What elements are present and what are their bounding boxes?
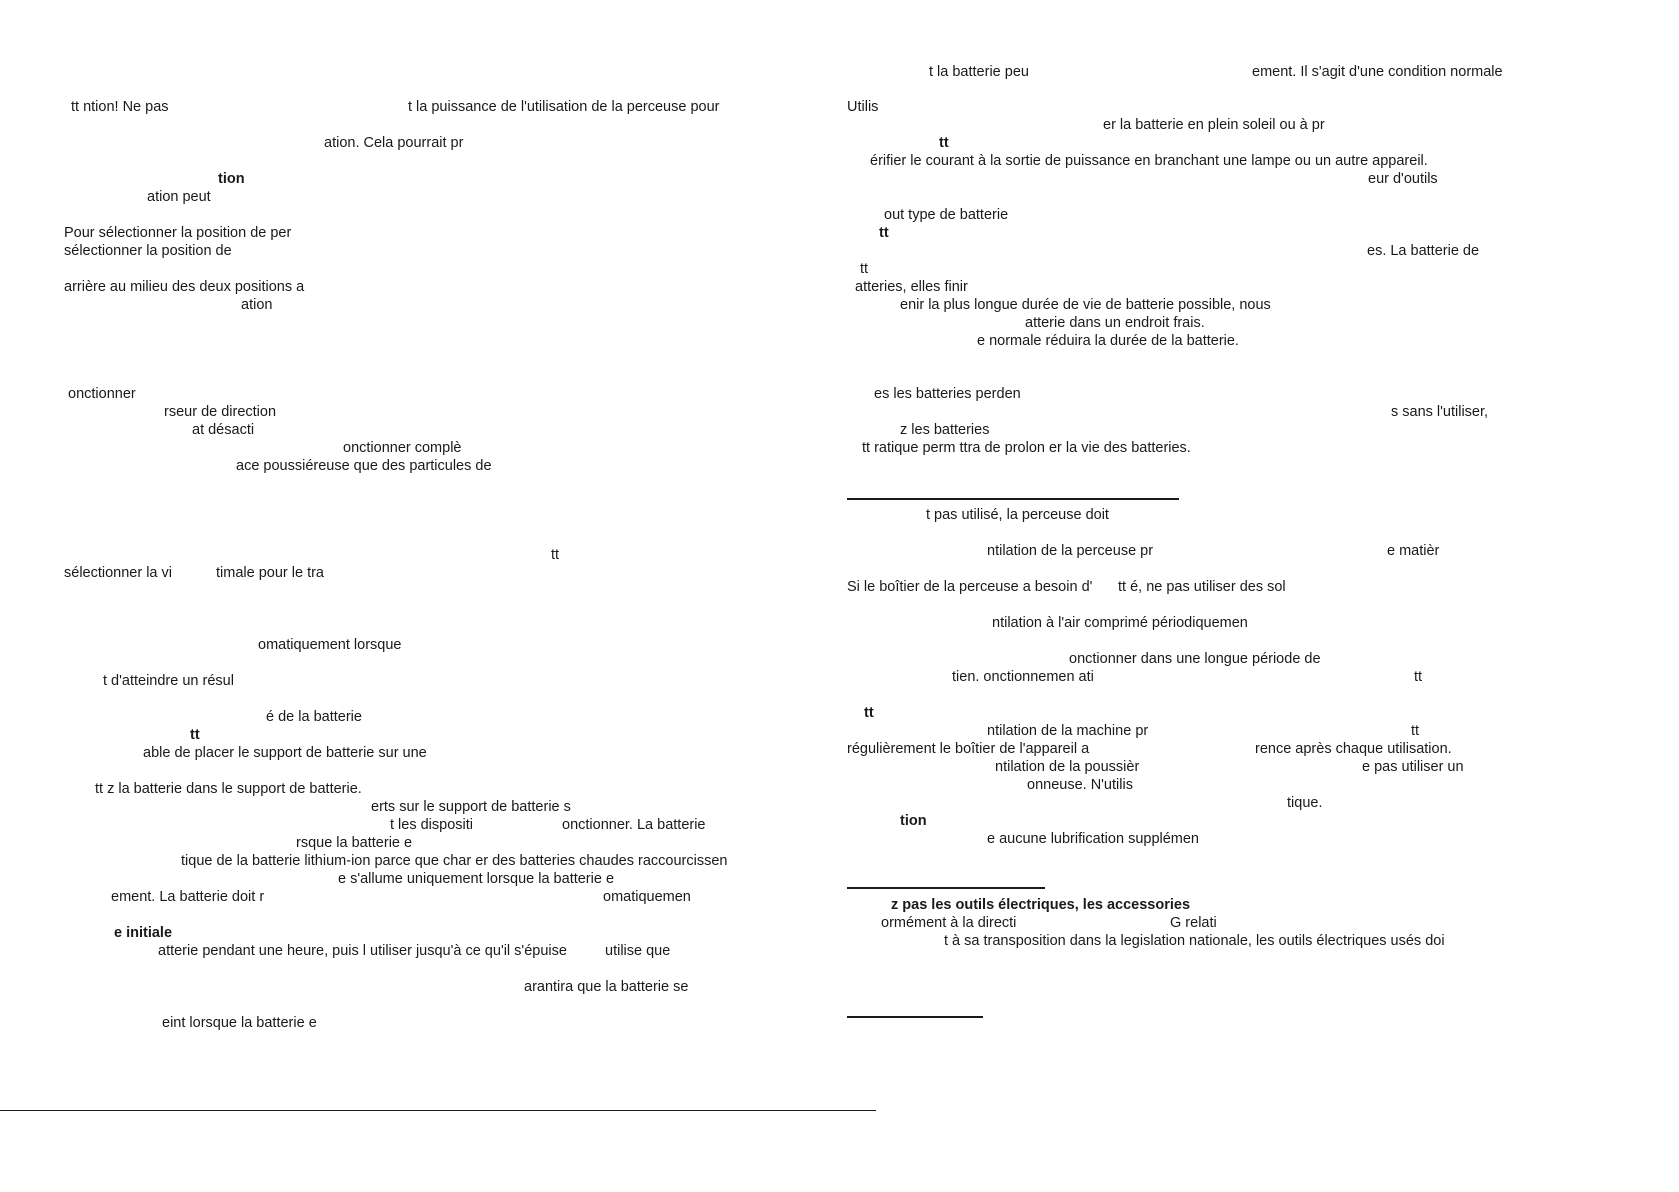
text-fragment: atteries, elles finir xyxy=(855,279,968,295)
text-fragment: e aucune lubrification supplémen xyxy=(987,831,1199,847)
text-fragment: able de placer le support de batterie sur une xyxy=(143,745,427,761)
text-fragment: onctionner complè xyxy=(343,440,462,456)
text-fragment: z les batteries xyxy=(900,422,990,438)
text-fragment: atterie pendant une heure, puis l utiliser jusqu'à ce qu'il s'épuise xyxy=(158,943,567,959)
text-fragment: t à sa transposition dans la legislation nationale, les outils électriques usés doi xyxy=(944,933,1445,949)
text-fragment: t la batterie peu xyxy=(929,64,1029,80)
section-underline xyxy=(847,498,1179,500)
text-fragment: s sans l'utiliser, xyxy=(1391,404,1489,420)
text-fragment: t pas utilisé, la perceuse doit xyxy=(926,507,1109,523)
text-fragment: ntilation à l'air comprimé périodiquemen xyxy=(992,615,1248,631)
text-fragment: e matièr xyxy=(1387,543,1440,559)
text-fragment: arrière au milieu des deux positions a xyxy=(64,279,305,295)
text-fragment: onneuse. N'utilis xyxy=(1027,777,1133,793)
text-fragment: G relati xyxy=(1170,915,1217,931)
text-fragment: ntilation de la poussièr xyxy=(995,759,1140,775)
text-fragment: Utilis xyxy=(847,99,879,115)
text-fragment: ation peut xyxy=(147,189,211,205)
bold-heading-fragment: tion xyxy=(218,171,245,187)
text-fragment: tique. xyxy=(1287,795,1323,811)
text-fragment: rsque la batterie e xyxy=(296,835,413,851)
text-fragment: tt é, ne pas utiliser des sol xyxy=(1118,579,1286,595)
bold-heading-fragment: tion xyxy=(900,813,927,829)
text-fragment: régulièrement le boîtier de l'appareil a xyxy=(847,741,1090,757)
text-fragment: ement. Il s'agit d'une condition normale xyxy=(1252,64,1503,80)
text-fragment: utilise que xyxy=(605,943,671,959)
text-fragment: tt xyxy=(1411,723,1420,739)
text-fragment: tt xyxy=(551,547,560,563)
text-fragment: onctionner xyxy=(68,386,136,402)
page-bottom-rule xyxy=(0,1110,876,1111)
text-fragment: omatiquemen xyxy=(603,889,691,905)
text-fragment: ation xyxy=(241,297,273,313)
text-fragment: at désacti xyxy=(192,422,255,438)
text-fragment: é de la batterie xyxy=(266,709,362,725)
section-underline xyxy=(847,887,1045,889)
bold-heading-fragment: e initiale xyxy=(114,925,173,941)
text-fragment: tique de la batterie lithium-ion parce que char er des batteries chaudes raccourcissen xyxy=(181,853,728,869)
text-fragment: rence après chaque utilisation. xyxy=(1255,741,1452,757)
text-fragment: timale pour le tra xyxy=(216,565,324,581)
text-fragment: t les dispositi xyxy=(390,817,474,833)
text-fragment: atterie dans un endroit frais. xyxy=(1025,315,1205,331)
text-fragment: onctionner. La batterie xyxy=(562,817,706,833)
text-fragment: sélectionner la position de xyxy=(64,243,232,259)
text-fragment: onctionner dans une longue période de xyxy=(1069,651,1321,667)
text-fragment: erts sur le support de batterie s xyxy=(371,799,571,815)
text-fragment: tt ratique perm ttra de prolon er la vie des batteries. xyxy=(862,440,1191,456)
text-fragment: es. La batterie de xyxy=(1367,243,1480,259)
text-fragment: tt xyxy=(860,261,869,277)
text-fragment: e pas utiliser un xyxy=(1362,759,1464,775)
section-underline xyxy=(847,1016,983,1018)
text-fragment: rseur de direction xyxy=(164,404,277,420)
text-fragment: omatiquement lorsque xyxy=(258,637,402,653)
text-fragment: sélectionner la vi xyxy=(64,565,172,581)
text-fragment: out type de batterie xyxy=(884,207,1009,223)
text-fragment: er la batterie en plein soleil ou à pr xyxy=(1103,117,1325,133)
text-fragment: es les batteries perden xyxy=(874,386,1021,402)
bold-heading-fragment: z pas les outils électriques, les accessories xyxy=(891,897,1191,913)
text-fragment: ace poussiéreuse que des particules de xyxy=(236,458,492,474)
text-fragment: ement. La batterie doit r xyxy=(111,889,265,905)
text-fragment: tt xyxy=(1414,669,1423,685)
text-fragment: e normale réduira la durée de la batterie. xyxy=(977,333,1239,349)
text-fragment: t d'atteindre un résul xyxy=(103,673,234,689)
text-fragment: t la puissance de l'utilisation de la perceuse pour xyxy=(408,99,720,115)
text-fragment: eint lorsque la batterie e xyxy=(162,1015,317,1031)
bold-heading-fragment: tt xyxy=(879,225,889,241)
bold-heading-fragment: tt xyxy=(939,135,949,151)
bold-heading-fragment: tt xyxy=(190,727,200,743)
text-fragment: ntilation de la machine pr xyxy=(987,723,1149,739)
text-fragment: e s'allume uniquement lorsque la batterie e xyxy=(338,871,615,887)
text-fragment: enir la plus longue durée de vie de batterie possible, nous xyxy=(900,297,1271,313)
text-fragment: Si le boîtier de la perceuse a besoin d' xyxy=(847,579,1093,595)
text-fragment: érifier le courant à la sortie de puissance en branchant une lampe ou un autre appareil. xyxy=(870,153,1428,169)
text-fragment: arantira que la batterie se xyxy=(524,979,689,995)
text-fragment: ntilation de la perceuse pr xyxy=(987,543,1154,559)
text-fragment: Pour sélectionner la position de per xyxy=(64,225,292,241)
text-fragment: ormément à la directi xyxy=(881,915,1017,931)
text-fragment: tt z la batterie dans le support de batterie. xyxy=(95,781,362,797)
text-fragment: tt ntion! Ne pas xyxy=(71,99,169,115)
text-fragment: eur d'outils xyxy=(1368,171,1438,187)
text-fragment: tien. onctionnemen ati xyxy=(952,669,1094,685)
text-fragment: ation. Cela pourrait pr xyxy=(324,135,464,151)
bold-heading-fragment: tt xyxy=(864,705,874,721)
